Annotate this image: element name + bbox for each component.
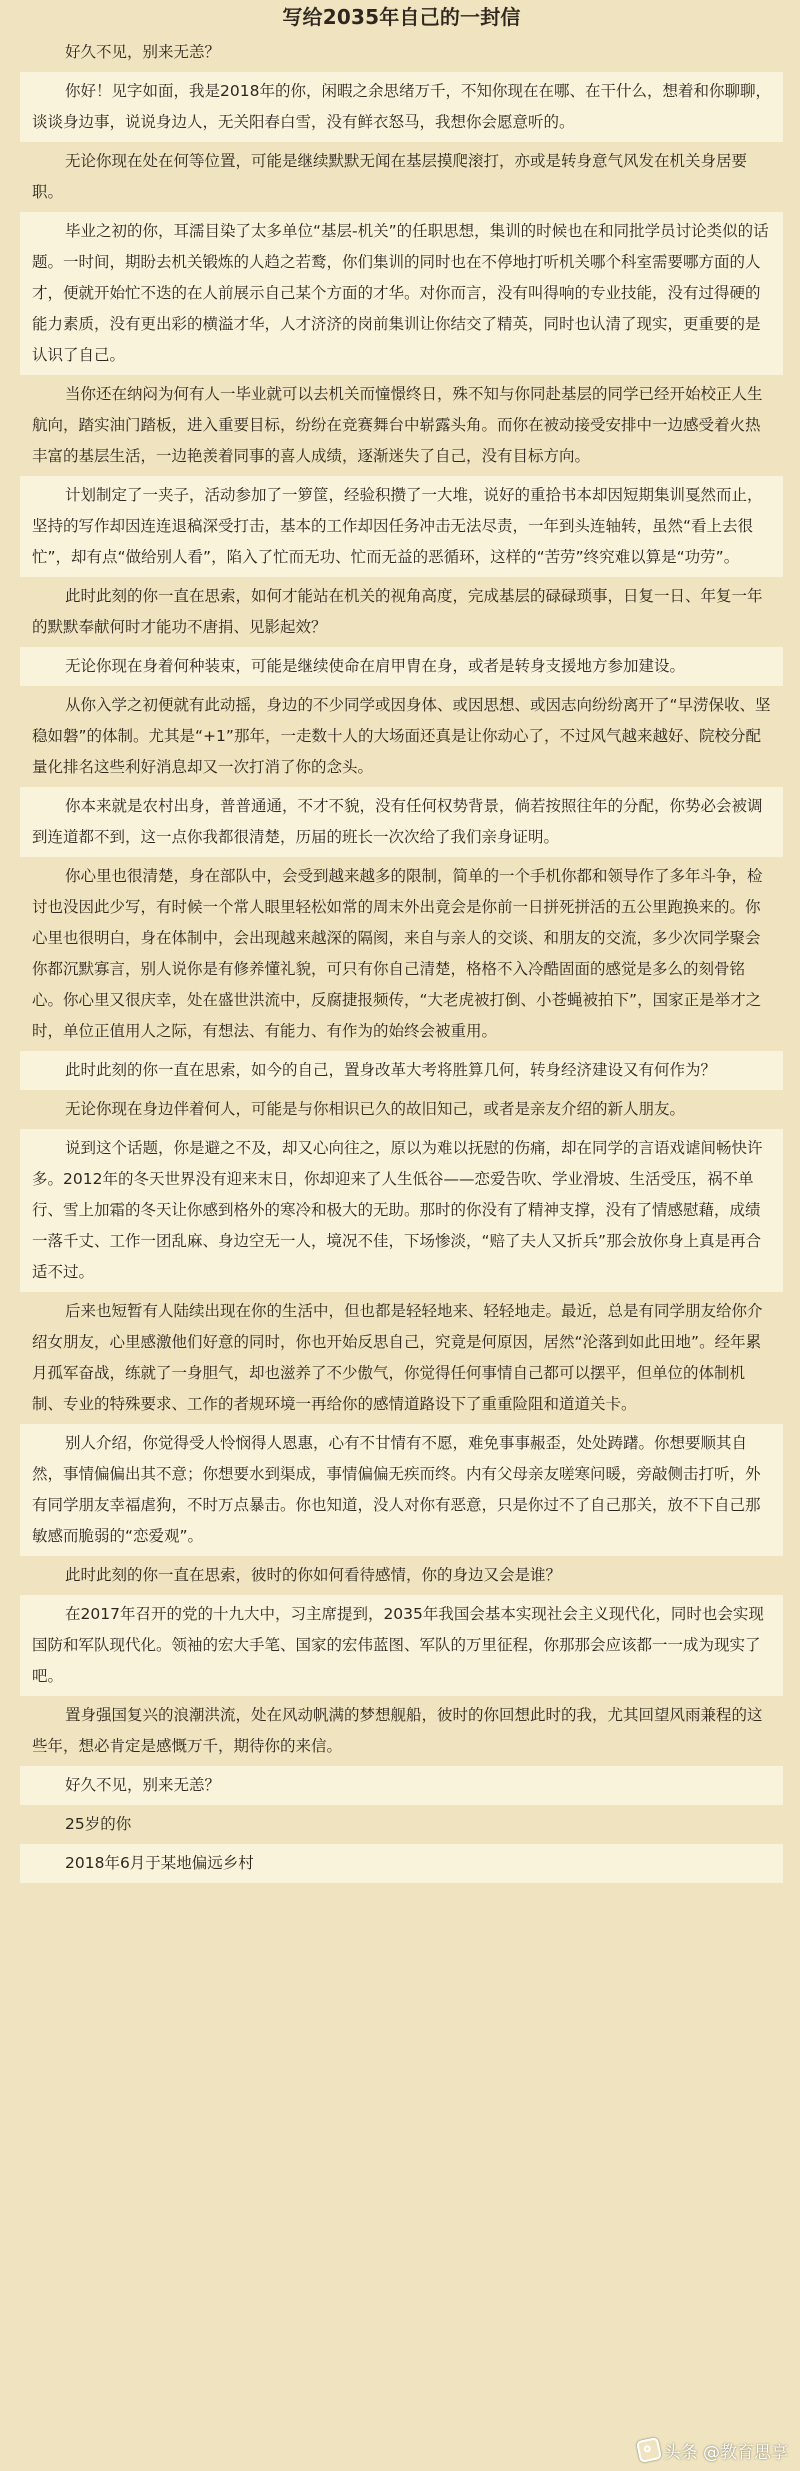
letter-paragraph: 毕业之初的你，耳濡目染了太多单位“基层-机关”的任职思想，集训的时候也在和同批学员讨论类似的话题。一时间，期盼去机关锻炼的人趋之若鹜，你们集训的同时也在不停地打听机关哪个科室需要哪方面的人才，便就开始忙不迭的在人前展示自己某个方面的才华。对你而言，没有叫得响的专业技能，没有过得硬的能力素质，没有更出彩的横溢才华，人才济济的岗前集训让你结交了精英，同时也认清了现实，更重要的是认识了自己。 (20, 212, 783, 375)
toutiao-logo-icon (636, 2437, 662, 2463)
letter-paragraph: 你心里也很清楚，身在部队中，会受到越来越多的限制，简单的一个手机你都和领导作了多年斗争，检讨也没因此少写，有时候一个常人眼里轻松如常的周末外出竟会是你前一日拼死拼活的五公里跑换来的。你心里也很明白，身在体制中，会出现越来越深的隔阂，来自与亲人的交谈、和朋友的交流，多少次同学聚会你都沉默寡言，别人说你是有修养懂礼貌，可只有你自己清楚，格格不入冷酷固面的感觉是多么的刻骨铭心。你心里又很庆幸，处在盛世洪流中，反腐捷报频传，“大老虎被打倒、小苍蝇被拍下”，国家正是举才之时，单位正值用人之际，有想法、有能力、有作为的始终会被重用。 (32, 867, 763, 1040)
letter-paragraph: 你本来就是农村出身，普普通通，不才不貌，没有任何权势背景，倘若按照往年的分配，你势必会被调到连道都不到，这一点你我都很清楚，历届的班长一次次给了我们亲身证明。 (20, 787, 783, 857)
watermark-text: 头条 @教育思享 (663, 2442, 788, 2463)
letter-paragraph: 此时此刻的你一直在思索，彼时的你如何看待感情，你的身边又会是谁？ (65, 1566, 562, 1584)
letter-paragraph: 在2017年召开的党的十九大中，习主席提到，2035年我国会基本实现社会主义现代化，同时也会实现国防和军队现代化。领袖的宏大手笔、国家的宏伟蓝图、军队的万里征程，你那那会应该都一一成为现实了吧。 (20, 1595, 783, 1696)
letter-paragraph: 此时此刻的你一直在思索，如今的自己，置身改革大考将胜算几何，转身经济建设又有何作为？ (20, 1051, 783, 1090)
letter-paragraph: 此时此刻的你一直在思索，如何才能站在机关的视角高度，完成基层的碌碌琐事，日复一日、年复一年的默默奉献何时才能功不唐捐、见影起效？ (32, 587, 763, 636)
letter-paragraph: 无论你现在身着何种装束，可能是继续使命在肩甲胄在身，或者是转身支援地方参加建设。 (20, 647, 783, 686)
letter-paragraph: 计划制定了一夹子，活动参加了一箩筐，经验积攒了一大堆，说好的重拾书本却因短期集训戛然而止，坚持的写作却因连连退稿深受打击，基本的工作却因任务冲击无法尽责，一年到头连轴转，虽然“看上去很忙”，却有点“做给别人看”，陷入了忙而无功、忙而无益的恶循环，这样的“苦劳”终究难以算是“功劳”。 (20, 476, 783, 577)
letter-paragraph: 无论你现在处在何等位置，可能是继续默默无闻在基层摸爬滚打，亦或是转身意气风发在机关身居要职。 (32, 152, 748, 201)
letter-paragraph: 别人介绍，你觉得受人怜悯得人恩惠，心有不甘情有不愿，难免事事赧歪，处处踌躇。你想要顺其自然，事情偏偏出其不意；你想要水到渠成，事情偏偏无疾而终。内有父母亲友嗟寒问暖，旁敲侧击打听，外有同学朋友幸福虐狗，不时万点暴击。你也知道，没人对你有恶意，只是你过不了自己那关，放不下自己那敏感而脆弱的“恋爱观”。 (20, 1424, 783, 1556)
signature: 25岁的你 (65, 1815, 132, 1833)
letter-paragraph: 从你入学之初便就有此动摇，身边的不少同学或因身体、或因思想、或因志向纷纷离开了“早涝保收、坚稳如磐”的体制。尤其是“+1”那年，一走数十人的大场面还真是让你动心了，不过风气越来越好、院校分配量化排名这些利好消息却又一次打消了你的念头。 (32, 696, 771, 776)
date-location: 2018年6月于某地偏远乡村 (20, 1844, 783, 1883)
letter-paragraph: 后来也短暂有人陆续出现在你的生活中，但也都是轻轻地来、轻轻地走。最近，总是有同学朋友给你介绍女朋友，心里感激他们好意的同时，你也开始反思自己，究竟是何原因，居然“沦落到如此田地”。经年累月孤军奋战，练就了一身胆气，却也滋养了不少傲气，你觉得任何事情自己都可以摆平，但单位的体制机制、专业的特殊要求、工作的者规环境一再给你的感情道路设下了重重险阻和道道关卡。 (32, 1302, 763, 1413)
letter-paragraph: 置身强国复兴的浪潮洪流，处在风动帆满的梦想舰船，彼时的你回想此时的我，尤其回望风雨兼程的这些年，想必肯定是感慨万千，期待你的来信。 (32, 1706, 763, 1755)
letter-paragraph: 无论你现在身边伴着何人，可能是与你相识已久的故旧知己，或者是亲友介绍的新人朋友。 (65, 1100, 686, 1118)
letter-paragraph: 当你还在纳闷为何有人一毕业就可以去机关而憧憬终日，殊不知与你同赴基层的同学已经开始校正人生航向，踏实油门踏板，进入重要目标，纷纷在竞赛舞台中崭露头角。而你在被动接受安排中一边感受着火热丰富的基层生活，一边艳羡着同事的喜人成绩，逐渐迷失了自己，没有目标方向。 (32, 385, 763, 465)
letter-paragraph: 好久不见，别来无恙？ (65, 43, 221, 61)
letter-body (20, 33, 783, 1883)
source-watermark (638, 2436, 788, 2464)
page-title: 写给2035年自己的一封信 (282, 5, 521, 29)
letter-paragraph: 你好！见字如面，我是2018年的你，闲暇之余思绪万千，不知你现在在哪、在干什么，想着和你聊聊，谈谈身边事，说说身边人，无关阳春白雪，没有鲜衣怒马，我想你会愿意听的。 (20, 72, 783, 142)
closing-greeting: 好久不见，别来无恙？ (20, 1766, 783, 1805)
letter-paragraph: 说到这个话题，你是避之不及，却又心向往之，原以为难以抚慰的伤痛，却在同学的言语戏谑间畅快许多。2012年的冬天世界没有迎来末日，你却迎来了人生低谷——恋爱告吹、学业滑坡、生活受压，祸不单行、雪上加霜的冬天让你感到格外的寒冷和极大的无助。那时的你没有了精神支撑，没有了情感慰藉，成绩一落千丈、工作一团乱麻、身边空无一人，境况不佳，下场惨淡，“赔了夫人又折兵”那会放你身上真是再合适不过。 (20, 1129, 783, 1292)
